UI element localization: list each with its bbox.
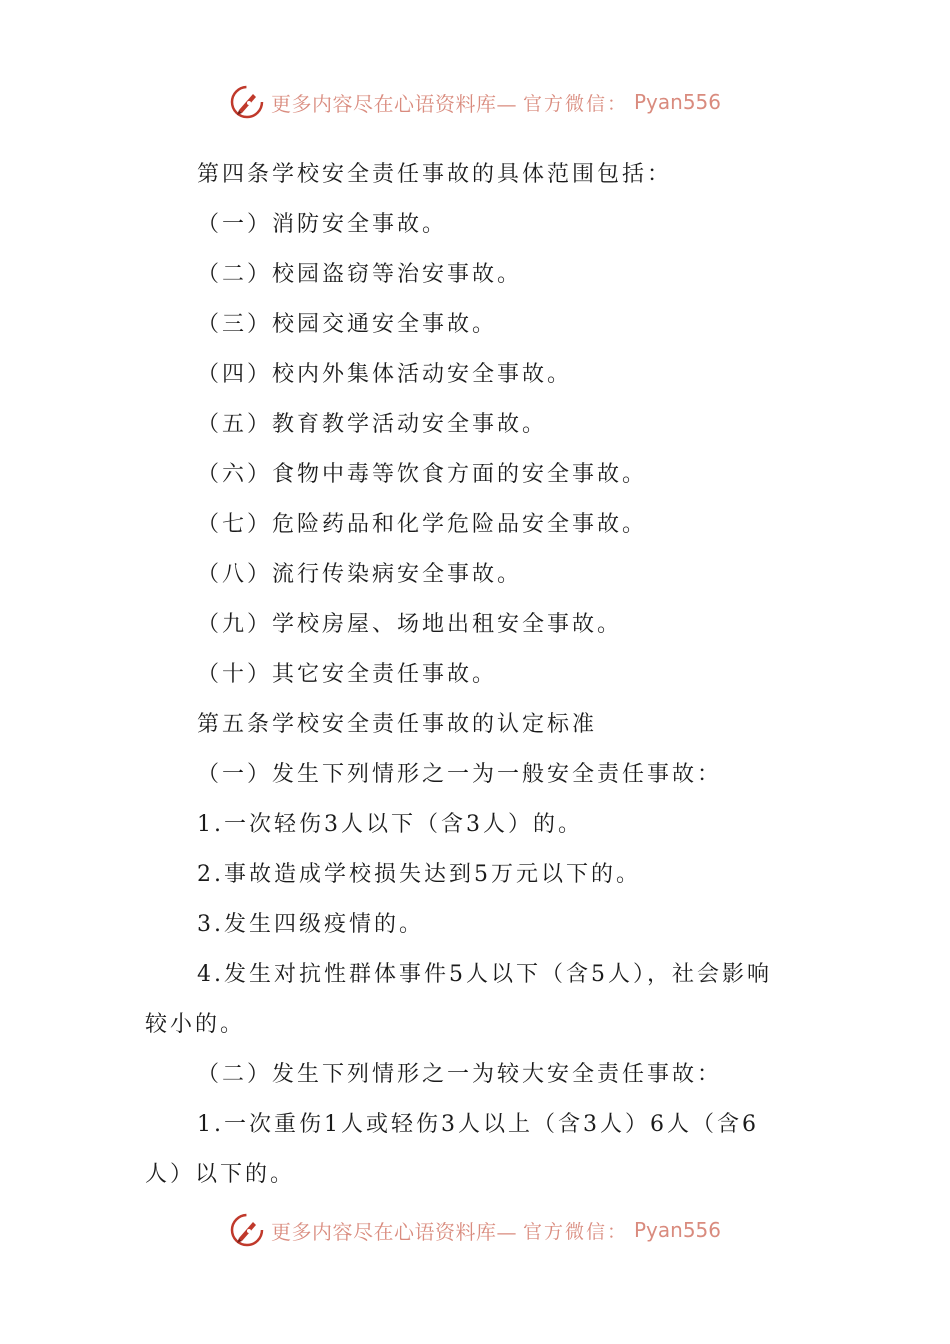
text-line: 1.一次轻伤3人以下（含3人）的。 — [197, 812, 583, 837]
text-line: 第五条学校安全责任事故的认定标准 — [197, 712, 598, 737]
document-body — [145, 150, 815, 1200]
text-line: （一）消防安全事故。 — [197, 212, 448, 237]
watermark-text-wechat: 官方微信： — [522, 1220, 628, 1243]
pen-logo-icon — [229, 1212, 265, 1248]
text-line: （五）教育教学活动安全事故。 — [197, 412, 548, 437]
text-line: （七）危险药品和化学危险品安全事故。 — [197, 512, 648, 537]
text-line: （九）学校房屋、场地出租安全事故。 — [197, 612, 623, 637]
text-line: （六）食物中毒等饮食方面的安全事故。 — [197, 462, 648, 487]
text-line: （八）流行传染病安全事故。 — [197, 562, 523, 587]
text-line: 1.一次重伤1人或轻伤3人以上（含3人）6人（含6 — [197, 1112, 759, 1137]
watermark-text-main: 更多内容尽在心语资料库— — [270, 1219, 517, 1244]
text-line: 人）以下的。 — [145, 1162, 296, 1187]
text-line: （四）校内外集体活动安全事故。 — [197, 362, 573, 387]
header-watermark — [0, 82, 950, 122]
watermark-text-wechat: 官方微信： — [522, 92, 628, 115]
watermark-text-main: 更多内容尽在心语资料库— — [270, 91, 517, 116]
text-line: （一）发生下列情形之一为一般安全责任事故： — [197, 762, 723, 787]
text-line: 第四条学校安全责任事故的具体范围包括： — [197, 162, 673, 187]
text-line: 4.发生对抗性群体事件5人以下（含5人），社会影响 — [197, 962, 772, 987]
pen-logo-icon — [229, 84, 265, 120]
text-line: 3.发生四级疫情的。 — [197, 912, 424, 937]
text-line: （三）校园交通安全事故。 — [197, 312, 498, 337]
footer-watermark — [0, 1210, 950, 1250]
watermark-text-id: Pyan556 — [634, 1218, 722, 1242]
text-line: 2.事故造成学校损失达到5万元以下的。 — [197, 862, 641, 887]
text-line: （十）其它安全责任事故。 — [197, 662, 498, 687]
watermark-text-id: Pyan556 — [634, 90, 722, 114]
text-line: 较小的。 — [145, 1012, 246, 1037]
text-line: （二）发生下列情形之一为较大安全责任事故： — [197, 1062, 723, 1087]
text-line: （二）校园盗窃等治安事故。 — [197, 262, 523, 287]
